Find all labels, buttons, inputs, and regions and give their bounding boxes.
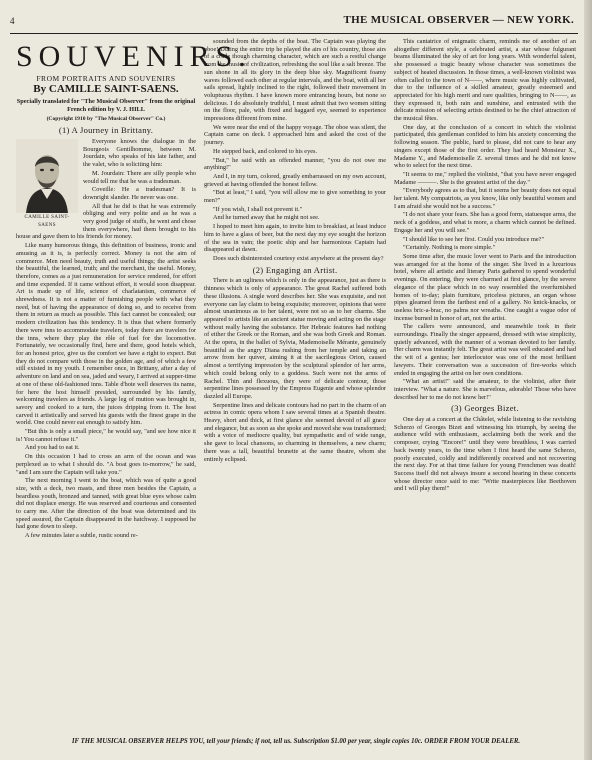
article-title: SOUVENIRS. [16,40,252,73]
paragraph: Like many humorous things, this definition of business, ironic and amusing as it is, is perfectly correct. Money is not the aim of commerce. Men need beauty, truth and useful things; the artist seeks the beautiful, the learned, truth; and the merchant, the useful. Money, therefore, comes as a just remuneration for service rendered, for effort and time expended. If it came without effort, it would soon disappear. Art is made up of life, science of charlatanism, commerce of shrewdness. It is not a matter of furnishing people with what they need, but of having the appearance of doing so, and to receive from them in return as much as possible. This fact cannot be concealed; our modern civilization has this tendency. It is thus that where formerly there were inns to accommodate travelers, today there are travelers for the inns, where they play the rôle of fuel for the locomotive. Fortunately, we occasionally find, here and there, good hotels which, for an honest price, give us the comfort we have a right to expect. But they do not compare with those in the golden age, and of which a few still existed in my youth. I remember once, in Brittany, after a day of adventure on land and on sea, jaded and weary, I arrived at supper-time at one of these old-fashioned inns. Table d'hote well deserves its name, for here the host himself presided, surrounded by his family, welcoming travelers as friends. A large leg of mutton was brought in, savory and cooked to a turn, the juices dripping from it. The host carved it artistically and served his guests with the finest grape in the world. One could never eat enough to satisfy him. [16,242,196,427]
paragraph: He stepped back, and colored to his eyes. [213,147,318,155]
paragraph: The next morning I went to the boat, which was of quite a good size, with a deck, two masts, and three men besides the Captain, a beardless youth, bronzed and tanned, with great blue eyes whose calm did not displace energy. He was reserved and courteous and consented to carry me. After the direction of the boat was determined and its speed assured, the Captain disappeared in the hatchway. I supposed he had gone down to sleep. [16,477,196,531]
paragraph: "It seems to me," replied the violinist, "that you have never engaged Madame ———. She is the greatest artist of the day." [394,170,576,186]
paragraph: And you had to eat it. [25,444,80,452]
paragraph: The callers were announced, and meanwhile took in their surroundings. Finally the singer appeared, dressed with wise simplicity, quietly advanced, with the manner of a woman devoted to her family. Her charm was instantly felt. The great artist was well educated and had the wit of a genius; her interlocutor was one of the most brilliant lawyers. Their conversation was a succession of fire-works which ended in engaging the artist on her own conditions. [394,323,576,377]
header-rule [10,33,578,34]
article-author: By CAMILLE SAINT-SAENS. [33,82,179,95]
paragraph: There is an ugliness which is only in the appearance, just as there is thinness which is only of appearance. The great Rachel suffered both these illusions. A single word describes her. She was exquisite, and not everyone can lay claim to being exquisite; moreover, opinions that were almost unanimous as to her talent, were not so as to her charms. She appeared to artists like an ancient statue moving and acting on the stage without really having the substance. Her Hebraic features had nothing of either the Greek or the Roman, and she was both Greek and Roman. At the opera, in the ballet of Sylvia, Mademoiselle Mérante, genuinely beautiful as the angry Diana rushing from her temple and taking an arrow from her quiver, aiming it at the sacrilegious Orion, caused almost a terrifying impression by the sculptural splendor of her arms, which could belong only to a goddess. Such were not the arms of Rachel. Thin and flexuous, they were of delicate contour, those serpentine lines possessed by the Empress Eugenie and whose splendor dazzled all Europe. [204,277,386,400]
paragraph: sounded from the depths of the boat. The Captain was playing the oboe! During the entire trip he played the airs of his country, those airs of a crude though charming character, which are such a restful change from the music of civilization, refreshing the soul like a salt breeze. The sun shone in all its glory in the deep blue sky. Magnificent foamy waves followed each other at regular intervals, and the boat, with all her sails spread, lightly inclined to the right, followed their movement in voluptuous rhythm. I have known more entrancing hours, but none so delicious. I do absolutely truthful, I must admit that two women sitting on the floor, pale, with fixed and haggard eye, seemed to experience impressions different from mine. [204,38,386,123]
portrait-illustration [16,139,78,213]
paragraph: M. Jourdain: There are silly people who would tell me that he was a tradesman. [83,169,196,185]
section-heading: (1) A Journey in Brittany. [58,125,154,136]
paragraph: One day at a concert at the Châtelet, while listening to the ravishing Scherzo of Georges Bizet and witnessing his triumph, by seeing the audience wild with enthusiasm, acclaiming both the work and the composer, crying "Encore!" until they were breathless, I was carried back twenty years, to the time when I first heard the same Scherzo, poorly executed, coldly and indifferently received and not recovering the next day. For at that time failure for young Frenchmen was death! Success itself did not always insure a second hearing in these concerts whose director once said to me: "Write masterpieces like Beethoven and I will play them!" [394,416,576,493]
paragraph: We were near the end of the happy voyage. The oboe was silent, the Captain came on deck. I approached him and asked the cost of the journey. [204,123,386,147]
author-portrait [16,139,78,229]
paragraph: "But," he said with an offended manner, "you do not owe me anything!" [204,156,386,172]
paragraph: This cantatrice of enigmatic charm, reminds me of another of an altogether different style, a celebrated artist, a star whose fulgurant beams illuminated the sky of art for long years. With wonderful talent, she possessed a tragic beauty whose character was sometimes the subject of heated discussion. In those times, a well-known violinist was often called to the town of N——, where music was highly cultivated, due to the influence of a skilled amateur, greatly esteemed and appreciated for his high merit and rare qualities, bringing to N——, as they expressed it, both rain and sunshine, and entrusted with the delicate mission of selecting artists destined to be the chief attraction of the musical fêtes. [394,38,576,123]
article-subtitle: FROM PORTRAITS AND SOUVENIRS [36,74,176,83]
paragraph: A few minutes later a subtle, rustic sound re- [25,532,138,540]
column-2-body-b [204,277,386,463]
paragraph: "But this is only a small piece," he would say, "and see how nice it is! You cannot refuse it." [16,428,196,443]
paragraph: One day, at the conclusion of a concert in which the violinist participated, this gentleman confided to him his anxiety concerning the following season. The public, hard to please, did not care to hear any singers except those of the first order. They had heard Monsieur X., Madame Y., and Mademoiselle Z. several times and he did not know who to select for the next time. [394,123,576,170]
portrait-caption: CAMILLE SAINT-SAENS [24,215,70,228]
footer-notice: IF THE MUSICAL OBSERVER HELPS YOU, tell your friends; if not, tell us. Subscription $1.00 per year, single copies 10c. ORDER FROM YOUR DEALER. [71,738,521,745]
column-2 [204,38,386,464]
copyright-note: (Copyright 1910 by "The Musical Observer" Co.) [46,115,166,122]
paragraph: On this occasion I had to cross an arm of the ocean and was perplexed as to what I should do. "A boat goes to-morrow," he said, "and I am sure the Captain will take you." [16,453,196,476]
paragraph: "I do not share your fears. She has a good form, statuesque arms, the neck of a goddess, and what is more, a charm which cannot be defined. Engage her and you will see." [394,211,576,234]
column-3 [394,38,576,494]
paragraph: Does such disinterested courtesy exist anywhere at the present day? [213,254,384,262]
section-heading: (3) Georges Bizet. [451,403,519,414]
column-3-body-a [394,38,576,401]
paragraph: I hoped to meet him again, to invite him to breakfast, at least induce him to have a glass of beer, but the next day my eye sought the horizon of the sea in vain; the poetic ship and her harmonious Captain had disappeared at dawn. [204,223,386,254]
paragraph: "If you wish, I shall not prevent it." [213,205,303,213]
section-heading: (2) Engaging an Artist. [252,264,338,275]
paragraph: Some time after, the music lover went to Paris and the introduction was arranged for at the home of the singer. She lived in a luxurious hotel, where all artistic and literary Paris gathered to spend wonderful evenings. On entering, they were charmed at first glance, by the severe elegance of the place which in no way resembled the overfurnished homes of to-day; plain furniture, priceless pictures, an organ whose pipes gleamed from the farthest end of a gallery. No knick-knacks, or useless bric-a-brac, no palms nor wreaths. One caught a vague odor of incense burned in honor of art, not the artist. [394,252,576,322]
paragraph: "But at least," I said, "you will allow me to give something to your men?" [204,189,386,205]
paragraph: And he turned away that he might not see. [213,214,320,222]
paragraph: "Certainly. Nothing is more simple." [403,244,496,252]
running-header: THE MUSICAL OBSERVER — NEW YORK. [343,14,574,26]
column-1 [16,38,252,541]
paragraph: "What an artist!" said the amateur, to the violinist, after their interview. "What a nature. She is marvelous, adorable! Those who have described her to me do not know her!" [394,378,576,401]
page-header [10,14,574,30]
paragraph: All that he did is that he was extremely obliging and very polite and as he was a very good judge of stuffs, he went and chose them everywhere, had them brought to his house and gave them to his friends for money. [16,202,196,241]
column-3-body-b [394,416,576,493]
paragraph: Everyone knows the dialogue in the Bourgeois Gentilhomme, between M. Jourdain, who speaks of his late father, and the valet, who is soliciting him: [83,138,196,169]
column-2-body-a [204,38,386,263]
paragraph: "Everybody agrees as to that, but it seems her beauty does not equal her talent. My compatriots, as you know, like only beautiful women and I am afraid she would not be a success." [394,187,576,210]
translation-note: Specially translated for "The Musical Observer" from the original French edition by V. J. HILL [16,98,196,113]
paragraph: "I should like to see her first. Could you introduce me?" [403,235,545,243]
page-fold-shadow [584,0,592,760]
page-number: 4 [10,16,15,26]
paragraph: And I, in my turn, colored, greatly embarrassed on my own account, grieved at having offended the honest fellow. [204,172,386,188]
paragraph: Serpentine lines and delicate contours had no part in the charm of an actress in comic opera whom I saw several times at a Spanish theatre. Heavy, short and thick, at first glance she seemed devoid of all grace and elegance, but as soon as she spoke and moved she was transformed; with a voice of mediocre quality, but sympathetic and of wide range, she gave to local chansons, so charming in themselves, a new charm; there was a tall, beautiful brunette at the same theatre, whom she entirely eclipsed. [204,401,386,463]
paragraph: Coveille: He a tradesman? It is downright slander. He never was one. [83,186,196,201]
